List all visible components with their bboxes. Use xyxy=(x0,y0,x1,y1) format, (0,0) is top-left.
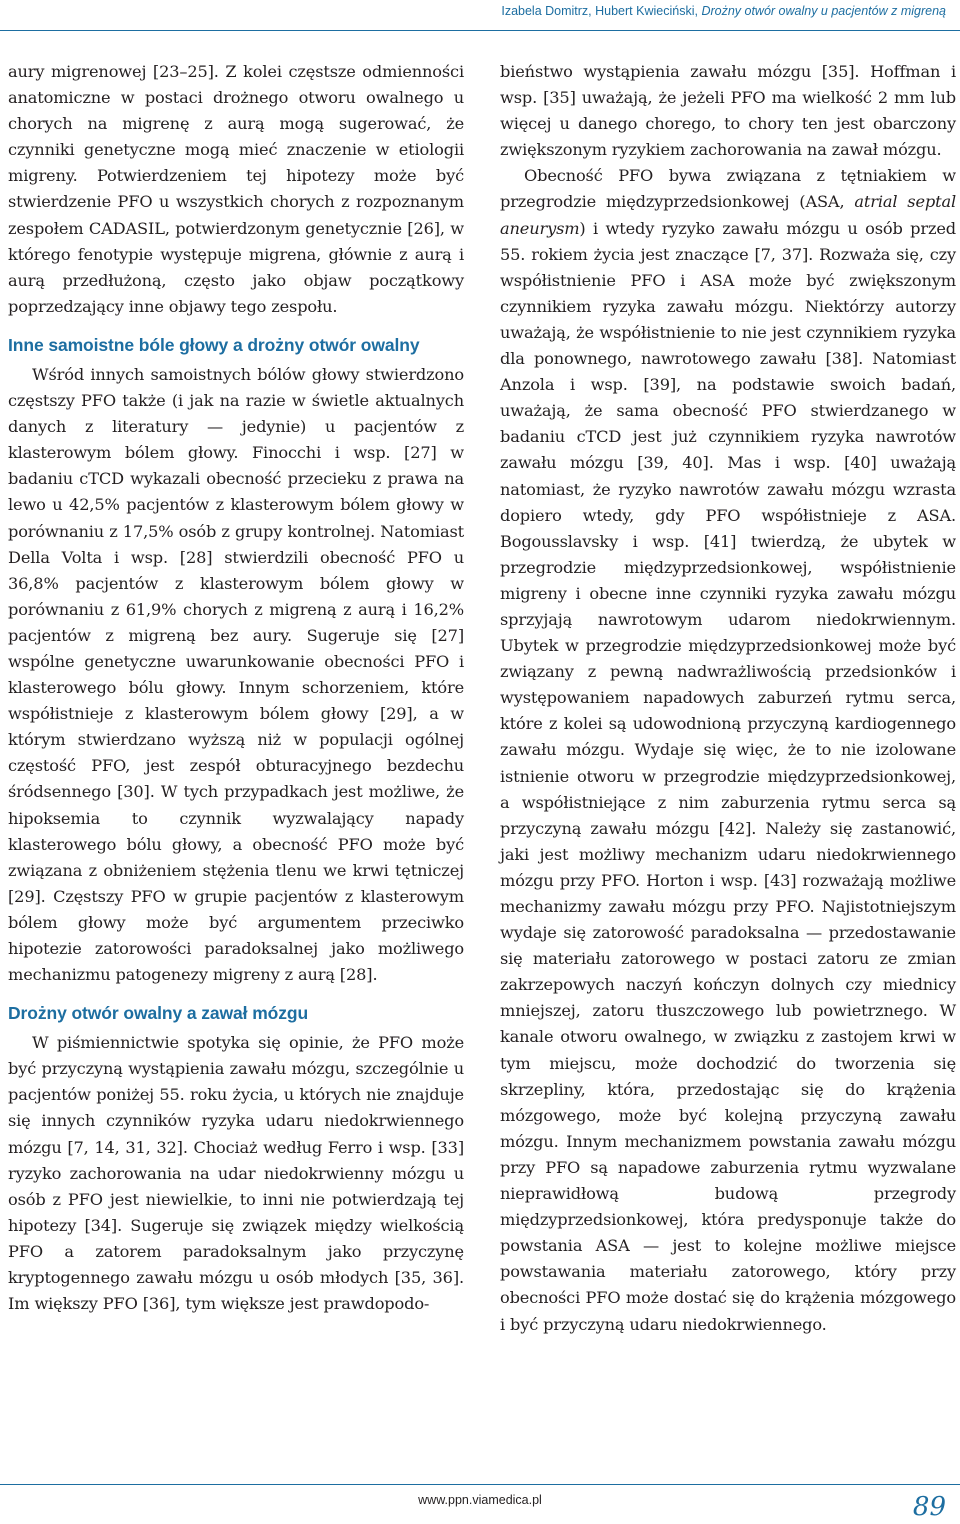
header-article-title: Drożny otwór owalny u pacjentów z migreną xyxy=(701,4,946,18)
section-heading-other-headaches: Inne samoistne bóle głowy a drożny otwór owalny xyxy=(8,334,420,355)
right-paragraph-2-start: Obecność PFO bywa związana z tętniakiem w przegrodzie międzyprzedsionkowej (ASA, xyxy=(500,166,956,212)
right-column xyxy=(500,59,956,1338)
journal-url: www.ppn.viamedica.pl xyxy=(418,1493,542,1507)
section-heading-stroke: Drożny otwór owalny a zawał mózgu xyxy=(8,1003,309,1024)
left-paragraph-2: Wśród innych samoistnych bólów głowy stwierdzono częstszy PFO także (i jak na razie w świetle aktualnych danych z literatury — jedynie) u pacjentów z klasterowym bólem głowy. Finocchi i wsp. [27] w badaniu cTCD wykazali obecność przecieku z prawa na lewo u 42,5% pacjentów z klasterowym bólem głowy w porównaniu z 17,5% osób z grupy kontrolnej. Natomiast Della Volta i wsp. [28] stwierdzili obecność PFO u 36,8% pacjentów z klasterowym bólem głowy w porównaniu z 61,9% chorych z migreną z aurą i 16,2% pacjentów z migreną bez aury. Sugeruje się [27] wspólne genetyczne uwarunkowanie obecności PFO i klasterowego bólu głowy. Innym schorzeniem, które współistnieje z klasterowym bólem głowy [29], a w którym stwierdzano wyższą niż w populacji ogólnej częstość PFO, jest zespół obturacyjnego bezdechu śródsennego [30]. W tych przypadkach jest możliwe, że hipoksemia to czynnik wyzwalający napady klasterowego bólu głowy, a obecność PFO może być związana z obniżeniem stężenia tlenu we krwi tętniczej [29]. Częstszy PFO w grupie pacjentów z klasterowym bólem głowy może być argumentem przeciwko hipotezie zatorowości paradoksalnej jako możliwego mechanizmu patogenezy migreny z aurą [28]. xyxy=(8,364,464,985)
left-paragraph-3: W piśmiennictwie spotyka się opinie, że PFO może być przyczyną wystąpienia zawału mózgu, szczególnie u pacjentów poniżej 55. roku życia, u których nie znajduje się innych czynników ryzyka udaru niedokrwiennego mózgu [7, 14, 31, 32]. Chociaż według Ferro i wsp. [33] ryzyko zachorowania na udar niedokrwienny mózgu u osób z PFO jest niewielkie, to inni nie potwierdzają tej hipotezy [34]. Sugeruje się związek między wielkością PFO a zatorem paradoksalnym jako przyczynę kryptogennego zawału mózgu u osób młodych [35, 36]. Im większy PFO [36], tym większe jest prawdopodo- xyxy=(8,1033,464,1314)
running-header xyxy=(501,4,946,18)
right-paragraph-2-rest: ) i wtedy ryzyko zawału mózgu u osób przed 55. rokiem życia jest znaczące [7, 37]. Rozważa się, czy współistnienie PFO i ASA może być zwiększonym czynnikiem ryzyka zawału mózgu. Niektórzy autorzy uważają, że współistnienie to nie jest czynnikiem ryzyka dla ponownego, nawrotowego zawału [38]. Natomiast Anzola i wsp. [39], na podstawie swoich badań, uważają, że sama obecność PFO stwierdzanego w badaniu cTCD jest już czynnikiem ryzyka nawrotów zawału mózgu [39, 40]. Mas i wsp. [40] uważają natomiast, że ryzyko nawrotów zawału mózgu wzrasta dopiero wtedy, gdy PFO współistnieje z ASA. Bogousslavsky i wsp. [41] twierdzą, że ubytek w przegrodzie międzyprzedsionkowej, współistnienie migreny i obecne inne czynniki ryzyka zawału mózgu sprzyjają nawrotowym udarom niedokrwiennym. Ubytek w przegrodzie międzyprzedsionkowej może być związany z pewną nadwrażliwością przedsionków i występowaniem napadowych zaburzeń rytmu serca, które z kolei są udowodnioną przyczyną kardiogennego zawału mózgu. Wydaje się więc, że to nie izolowane istnienie otworu w przegrodzie międzyprzedsionkowej, a współistniejące z nim zaburzenia rytmu serca są przyczyną zawału mózgu [42]. Należy się zastanowić, jaki jest możliwy mechanizm udaru niedokrwiennego mózgu przy PFO. Horton i wsp. [43] rozważają możliwe mechanizmy zawału mózgu przy PFO. Najistotniejszym wydaje się zatorowość paradoksalna — przedostawanie się materiału zatorowego w postaci zatoru ze zmian zakrzepowych naczyń kończyn dolnych czy miednicy mniejszej, zatoru tłuszczowego lub powietrznego. W kanale otworu owalnego, w związku z zastojem krwi w tym miejscu, może dochodzić do tworzenia się skrzepliny, która, przedostając się do krążenia mózgowego, może być kolejną przyczyną zawału mózgu. Innym mechanizmem powstania zawału mózgu przy PFO są napadowe zaburzenia rytmu wyzwalane nieprawidłową budową przegrody międzyprzedsionkowej, która predysponuje także do powstania ASA — jest to kolejne możliwe miejsce powstawania materiału zatorowego, który przy obecności PFO może dostać się do krążenia mózgowego i być przyczyną udaru niedokrwiennego. xyxy=(500,218,956,1334)
header-authors: Izabela Domitrz, Hubert Kwieciński, xyxy=(501,4,698,18)
left-paragraph-1: aury migrenowej [23–25]. Z kolei częstsze odmienności anatomiczne w postaci drożnego otworu owalnego u chorych na migrenę z aurą mogą sugerować, że czynniki genetyczne mogą mieć znaczenie w etiologii migreny. Potwierdzeniem tej hipotezy może być stwierdzenie PFO u wszystkich chorych z rozpoznanym zespołem CADASIL, potwierdzonym genetycznie [26], w którego fenotypie występuje migrena, głównie z aurą i aurą przedłużoną, często jako objaw początkowy poprzedzający inne objawy tego zespołu. xyxy=(8,62,464,316)
header-divider xyxy=(0,30,960,31)
right-paragraph-1: bieństwo wystąpienia zawału mózgu [35]. Hoffman i wsp. [35] uważają, że jeżeli PFO ma wielkość 2 mm lub więcej u danego chorego, to chory ten jest obarczony zwiększonym ryzykiem zachorowania na zawał mózgu. xyxy=(500,62,956,160)
left-column xyxy=(8,59,464,1317)
italic-term: atrial septal aneurysm xyxy=(500,192,956,238)
footer-divider xyxy=(0,1484,960,1485)
page-number: 89 xyxy=(912,1492,946,1522)
right-paragraph-2 xyxy=(500,163,956,1337)
